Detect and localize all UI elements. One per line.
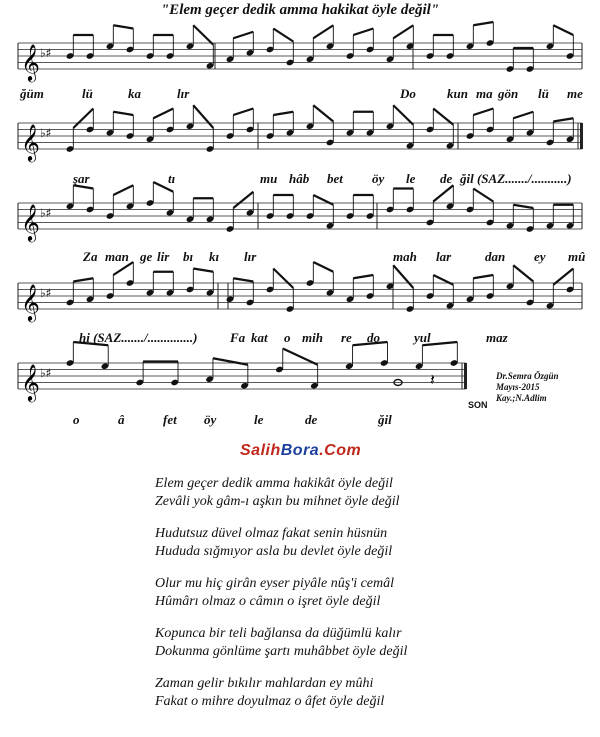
note-beam [233,109,253,116]
lyric-syllable: kat [251,330,268,345]
note-beam [233,32,253,39]
poem-line: Olur mu hiç girân eyser piyâle nûş'i cemâl [155,576,395,591]
note-beam [353,29,373,36]
lyric-syllable: ge [140,249,153,264]
poem-stanza [155,525,575,561]
note-beam [513,205,533,208]
lyric-syllable: gön [498,86,519,101]
poem-stanza [155,675,575,711]
poem-line: Hudutsuz düvel olmaz fakat senin hüsnün [155,526,388,541]
lyric-syllable: de [305,412,318,427]
poem-line: Dokunma gönlüme şartı muhâbbet öyle değil [155,644,408,659]
credit-line: Kay.;N.Adlim [496,393,547,403]
note-beam [153,109,173,119]
lyric-syllable: lır [244,249,257,264]
lyric-syllable: bet [327,171,343,186]
note-beam [193,269,213,272]
lyric-syllable: re [341,330,352,345]
poem-stanza [155,625,575,661]
lyric-syllable: o [284,330,291,345]
logo-part: .Com [319,442,362,459]
key-signature-icon: ♭♯ [40,286,52,300]
note-beam [433,109,453,125]
treble-clef-icon: 𝄞 [21,203,40,241]
lyric-syllable: Do [400,86,416,101]
note-beam [73,278,93,281]
lyric-syllable: Fa [230,330,246,345]
note-beam [113,185,133,195]
lyric-syllable: mah [393,249,417,264]
poem-stanza [155,475,575,511]
lyric-syllable: ğil (SAZ......./...........) [460,171,572,186]
lyric-syllable: hâb [289,171,310,186]
credit-line: Mayıs-2015 [496,382,540,392]
poem-line: Zevâli yok gâm-ı aşkın bu mihnet öyle değil [155,494,400,509]
note-beam [513,265,533,281]
note-beam [513,112,533,119]
lyric-syllable: kı [209,249,220,264]
lyric-syllable: lır [177,86,190,101]
note-beam [113,112,133,115]
note-beam [553,269,573,285]
lyric-syllable: öy [204,412,217,427]
lyric-syllable: lar [436,249,452,264]
lyric-syllable: maz [486,330,508,345]
note-beam [193,105,213,128]
note-beam [273,29,293,42]
key-signature-icon: ♭♯ [40,206,52,220]
note-beam [393,25,413,38]
note-beam [233,192,253,208]
lyric-syllable: dan [485,249,506,264]
end-label: SON [468,400,488,410]
note-beam [553,118,573,121]
treble-clef-icon: 𝄞 [21,363,40,401]
lyric-syllable: de [440,171,453,186]
lyric-syllable: tı [168,171,176,186]
note-beam [73,109,93,129]
poem-line: Zaman gelir bıkılır mahlardan ey mûhi [155,676,374,691]
poem-line: Hûmârı olmaz o câmın o işret öyle değil [155,594,381,609]
treble-clef-icon: 𝄞 [21,43,40,81]
lyric-syllable: mu [260,171,278,186]
note-beam [353,275,373,278]
lyric-syllable: kun [447,86,468,101]
note-beam [473,109,493,116]
composer-credits [496,371,559,404]
key-signature-icon: ♭♯ [40,366,52,380]
lyric-syllable: man [105,249,129,264]
note-beam [473,275,493,278]
lyric-syllable: ğüm [20,86,44,101]
lyric-syllable: me [567,86,583,101]
note-beam [313,25,333,38]
logo-part: Bora [280,442,320,459]
logo-part: Salih [240,442,281,459]
quarter-rest-icon: 𝄽 [430,370,435,389]
poem-line: Elem geçer dedik amma hakikât öyle değil [155,476,393,491]
treble-clef-icon: 𝄞 [21,283,40,321]
lyric-syllable: hi (SAZ......./..............) [79,330,198,345]
lyric-syllable: ey [534,249,546,264]
poem-line: Fakat o mihre doyulmaz o âfet öyle değil [155,694,385,709]
lyric-syllable: lü [82,86,93,101]
note-beam [553,25,573,35]
note-beam [213,358,248,365]
lyric-syllable: â [118,412,125,427]
note-beam [273,112,293,115]
lyric-syllable: do [367,330,380,345]
lyric-syllable: ma [476,86,493,101]
note-beam [113,25,133,28]
credit-line: Dr.Semra Özgün [496,371,559,381]
lyric-syllable: ğil [378,412,392,427]
note-beam [313,262,333,272]
lyric-syllable: le [406,171,416,186]
poem-stanza [155,575,575,611]
poem-line: Kopunca bir teli bağlansa da düğümlü kalır [155,626,402,641]
lyric-syllable: ka [128,86,141,101]
site-logo [240,442,361,460]
note-beam [193,25,213,45]
note-beam [393,105,413,125]
lyric-syllable: le [254,412,264,427]
note-beam [273,269,293,289]
note-beam [393,265,413,288]
note-beam [233,278,253,281]
poem-lyrics [155,475,575,725]
lyric-syllable: Za [83,249,98,264]
lyric-syllable: bı [183,249,194,264]
key-signature-icon: ♭♯ [40,46,52,60]
note-beam [433,185,453,201]
note-beam [283,349,318,365]
lyric-syllable: lü [538,86,549,101]
lyric-syllable: şar [73,171,90,186]
lyric-syllable: yul [414,330,431,345]
note-beam [313,105,333,121]
key-signature-icon: ♭♯ [40,126,52,140]
treble-clef-icon: 𝄞 [21,123,40,161]
lyric-syllable: mih [302,330,323,345]
poem-line: Hududa sığmıyor asla bu devlet öyle değil [155,544,393,559]
lyric-syllable: fet [163,412,177,427]
note-beam [473,189,493,202]
final-barline [464,363,467,389]
lyric-syllable: o [73,412,80,427]
final-barline [580,123,583,149]
lyric-syllable: öy [372,171,385,186]
note-beam [473,22,493,25]
lyric-syllable: lir [157,249,170,264]
lyric-syllable: mû [568,249,586,264]
song-title: "Elem geçer dedik amma hakikat öyle değil" [160,2,440,18]
